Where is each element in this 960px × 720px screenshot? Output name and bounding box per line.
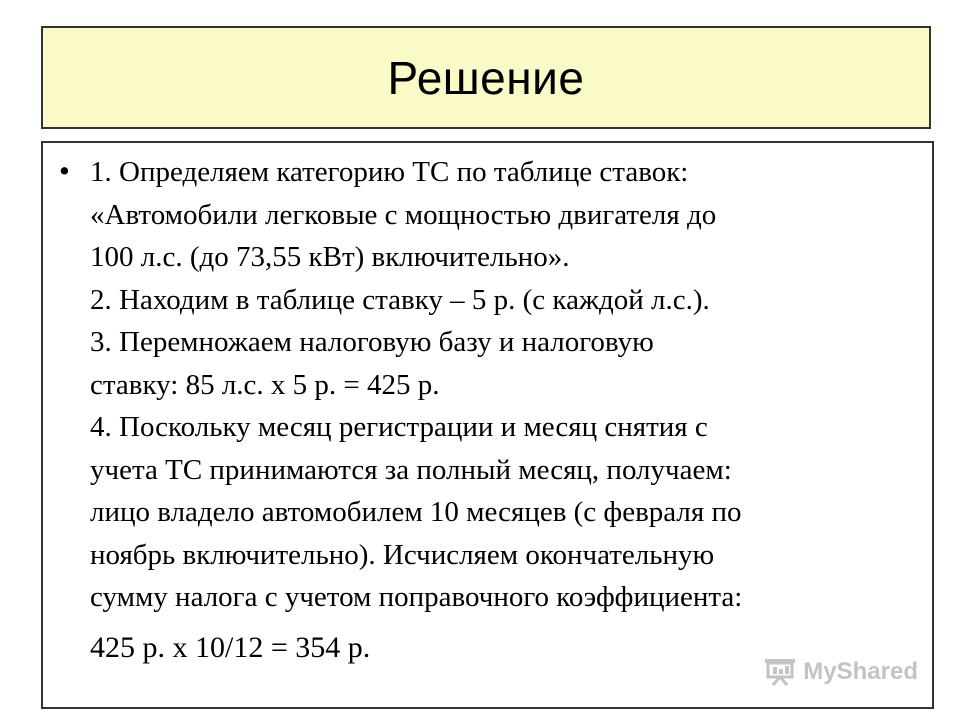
- watermark: [763, 657, 918, 687]
- title-box: [41, 26, 931, 129]
- body-line: лицо владело автомобилем 10 месяцев (с февраля по: [90, 496, 742, 528]
- slide-title: Решение: [387, 51, 585, 104]
- body-line: 2. Находим в таблице ставку – 5 р. (с каждой л.с.).: [90, 283, 710, 316]
- body-line: 4. Поскольку месяц регистрации и месяц снятия с: [90, 411, 708, 443]
- body-line: ноябрь включительно). Исчисляем окончательную: [90, 538, 715, 571]
- body-line: сумму налога с учетом поправочного коэффициента:: [90, 581, 743, 613]
- body-text: [90, 151, 930, 669]
- body-line: учета ТС принимаются за полный месяц, получаем:: [90, 453, 732, 486]
- content-box: [41, 141, 934, 709]
- body-line-result: 425 р. х 10/12 = 354 р.: [90, 630, 371, 664]
- watermark-text: MyShared: [803, 658, 918, 685]
- body-line: «Автомобили легковые с мощностью двигателя до: [90, 198, 717, 231]
- body-line: ставку: 85 л.с. х 5 р. = 425 р.: [90, 368, 440, 401]
- body-line: 1. Определяем категорию ТС по таблице ставок:: [90, 156, 689, 188]
- body-line: 3. Перемножаем налоговую базу и налоговую: [90, 326, 654, 358]
- body-line: 100 л.с. (до 73,55 кВт) включительно».: [90, 241, 570, 273]
- bullet-marker: •: [59, 153, 70, 188]
- presentation-icon: [763, 657, 797, 687]
